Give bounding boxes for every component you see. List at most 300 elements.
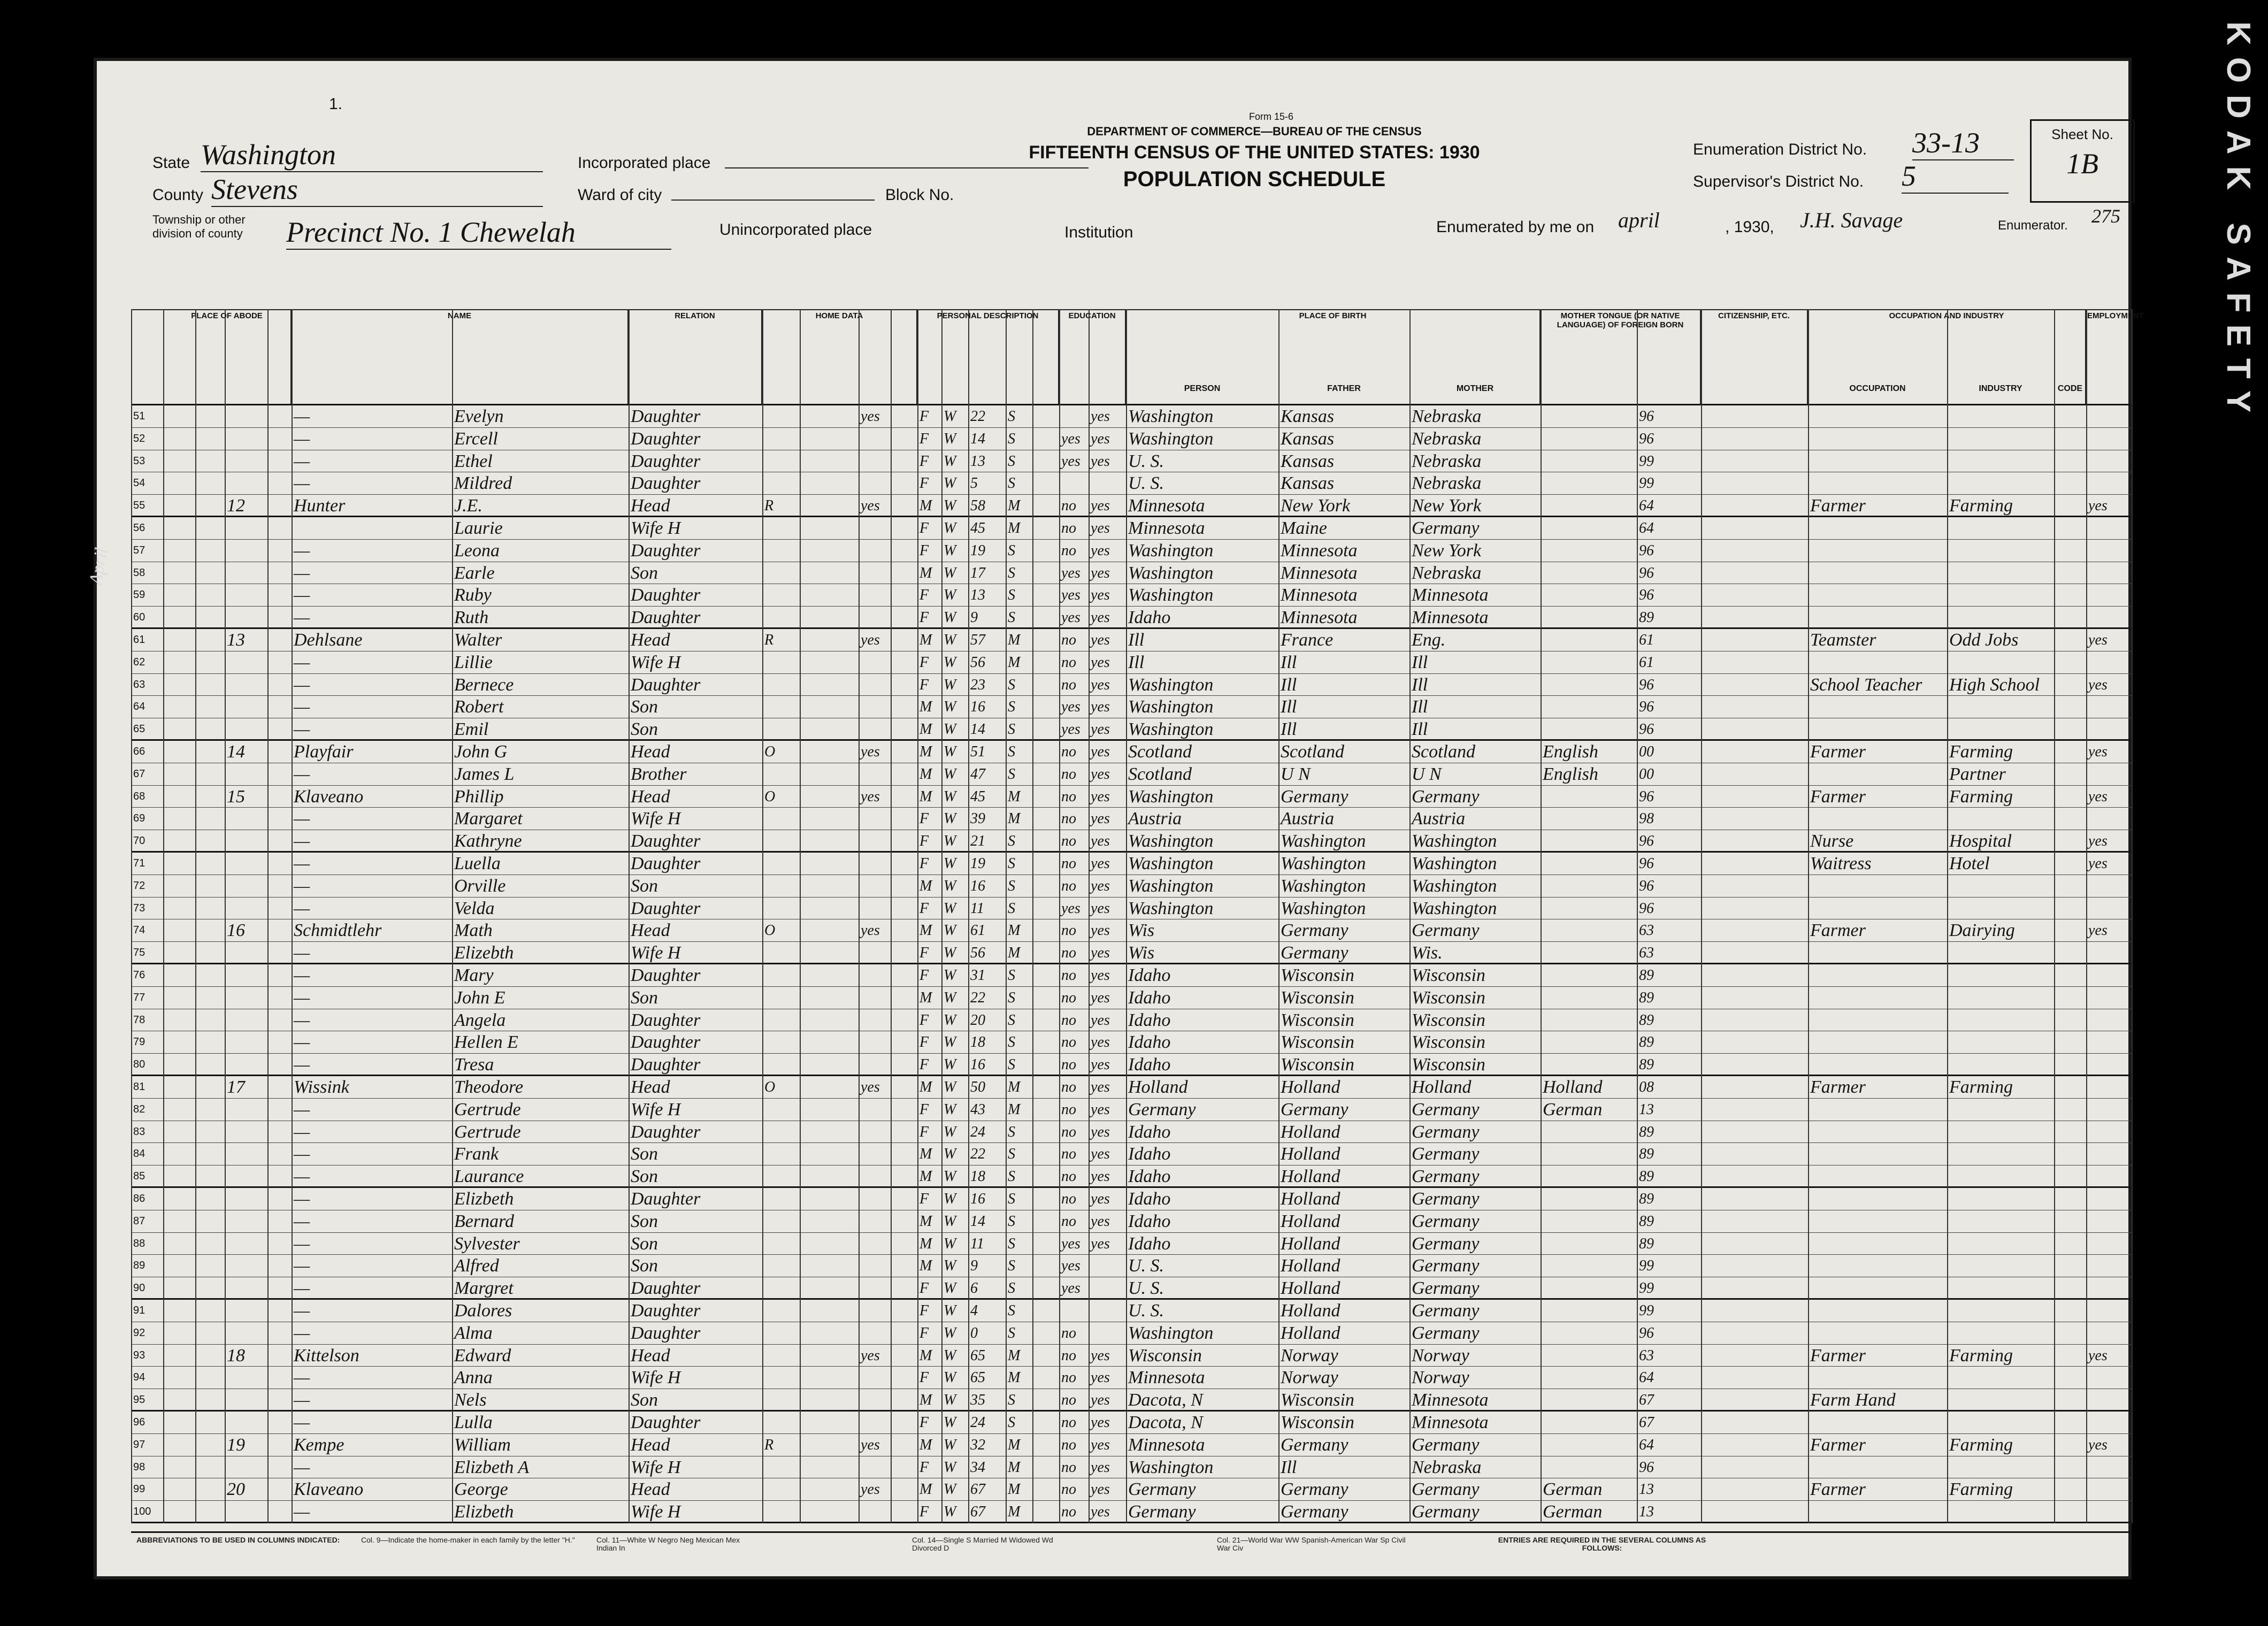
cell-marital: S xyxy=(1008,1146,1015,1163)
cell-sex: F xyxy=(920,810,929,827)
column-subheader: CODE xyxy=(2057,384,2083,393)
cell-code: 89 xyxy=(1639,1123,1654,1140)
cell-pob: U. S. xyxy=(1128,1278,1164,1299)
cell-sex: M xyxy=(920,989,932,1006)
state-label: State xyxy=(152,154,190,172)
cell-read: yes xyxy=(1091,900,1110,917)
cell-line: 88 xyxy=(133,1237,145,1249)
cell-sex: F xyxy=(920,1369,929,1386)
cell-surname: Dehlsane xyxy=(294,630,363,650)
cell-father: Holland xyxy=(1281,1167,1340,1187)
cell-school: no xyxy=(1061,855,1076,872)
cell-line: 76 xyxy=(133,969,145,981)
cell-given: Emil xyxy=(454,719,489,740)
cell-marital: M xyxy=(1008,945,1021,962)
column-group-header: PLACE OF ABODE xyxy=(163,309,292,405)
cell-sex: F xyxy=(920,1504,929,1521)
cell-ind: Farming xyxy=(1949,742,2013,762)
cell-father: Scotland xyxy=(1281,742,1344,762)
cell-race: W xyxy=(944,632,956,648)
cell-mother: Germany xyxy=(1412,1256,1480,1276)
cell-surname: Schmidtlehr xyxy=(294,921,382,941)
column-divider xyxy=(1409,309,1411,1523)
table-row xyxy=(131,405,2132,428)
table-row xyxy=(131,1456,2132,1479)
cell-age: 20 xyxy=(970,1011,985,1029)
cell-age: 32 xyxy=(970,1436,985,1453)
cell-pob: Germany xyxy=(1128,1479,1196,1500)
cell-marital: S xyxy=(1008,967,1015,984)
cell-read: yes xyxy=(1091,967,1110,984)
cell-line: 83 xyxy=(133,1125,145,1138)
cell-surname: — xyxy=(294,1233,310,1254)
cell-marital: S xyxy=(1008,475,1015,492)
column-group-header: MOTHER TONGUE (OR NATIVE LANGUAGE) OF FOREIGN BORN xyxy=(1541,309,1701,405)
cell-read: yes xyxy=(1091,1123,1110,1140)
table-row xyxy=(131,607,2132,629)
cell-emp: yes xyxy=(2088,676,2108,693)
cell-given: Alfred xyxy=(454,1256,499,1276)
cell-ind: Partner xyxy=(1949,764,2006,784)
cell-father: Ill xyxy=(1281,674,1297,695)
column-group-header: EDUCATION xyxy=(1059,309,1126,405)
cell-marital: S xyxy=(1008,877,1015,894)
cell-relation: Wife H xyxy=(631,1099,681,1119)
cell-surname: — xyxy=(294,473,310,494)
cell-line: 64 xyxy=(133,701,145,713)
cell-given: Theodore xyxy=(454,1077,524,1097)
cell-race: W xyxy=(944,408,956,425)
cell-relation: Son xyxy=(631,697,658,717)
cell-mother: Germany xyxy=(1412,1502,1480,1522)
cell-code: 64 xyxy=(1639,1369,1654,1386)
block-label: Block No. xyxy=(885,186,954,204)
cell-surname: — xyxy=(294,652,310,672)
cell-mother: Washington xyxy=(1412,898,1497,918)
cell-code: 63 xyxy=(1639,945,1654,962)
cell-pob: Wis xyxy=(1128,943,1155,963)
cell-school: yes xyxy=(1061,564,1081,581)
cell-mother: Eng. xyxy=(1412,630,1446,650)
cell-mother: Wisconsin xyxy=(1412,1055,1485,1075)
cell-sex: F xyxy=(920,900,929,917)
cell-radio: yes xyxy=(861,1436,880,1453)
column-divider xyxy=(163,309,164,1523)
cell-given: Kathryne xyxy=(454,831,522,852)
cell-radio: yes xyxy=(861,743,880,760)
cell-surname: — xyxy=(294,809,310,829)
table-row xyxy=(131,964,2132,987)
enumerator-label: Enumerator. xyxy=(1998,218,2068,233)
column-divider xyxy=(859,309,860,1523)
cell-given: Anna xyxy=(454,1368,493,1388)
cell-given: Velda xyxy=(454,898,495,918)
cell-code: 99 xyxy=(1639,1302,1654,1319)
table-row xyxy=(131,853,2132,875)
cell-tongue: German xyxy=(1543,1479,1603,1500)
cell-given: Ethel xyxy=(454,451,493,471)
cell-read: yes xyxy=(1091,1213,1110,1230)
cell-race: W xyxy=(944,497,956,515)
cell-mother: Germany xyxy=(1412,1189,1480,1209)
cell-race: W xyxy=(944,654,956,671)
cell-surname: — xyxy=(294,1256,310,1276)
sheet-box xyxy=(2030,119,2135,203)
cell-read: yes xyxy=(1091,1481,1110,1498)
cell-read: yes xyxy=(1091,1011,1110,1029)
column-divider xyxy=(941,309,943,1523)
cell-code: 63 xyxy=(1639,1347,1654,1364)
cell-sex: F xyxy=(920,609,929,626)
cell-age: 9 xyxy=(970,1257,978,1275)
cell-pob: Idaho xyxy=(1128,1167,1171,1187)
cell-pob: U. S. xyxy=(1128,473,1164,494)
table-row xyxy=(131,942,2132,964)
cell-code: 96 xyxy=(1639,855,1654,872)
cell-mother: Scotland xyxy=(1412,742,1475,762)
cell-code: 96 xyxy=(1639,788,1654,805)
cell-relation: Daughter xyxy=(631,674,701,695)
cell-ind: Farming xyxy=(1949,1345,2013,1366)
cell-sex: F xyxy=(920,654,929,671)
cell-father: Ill xyxy=(1281,1457,1297,1477)
cell-read: yes xyxy=(1091,430,1110,447)
cell-surname: — xyxy=(294,1323,310,1343)
cell-pob: Washington xyxy=(1128,1323,1214,1343)
cell-surname: — xyxy=(294,406,310,426)
table-row xyxy=(131,1322,2132,1345)
cell-pob: Minnesota xyxy=(1128,496,1205,516)
cell-occ: School Teacher xyxy=(1810,674,1922,695)
cell-marital: S xyxy=(1008,1392,1015,1409)
column-divider xyxy=(1089,309,1090,1523)
cell-father: Holland xyxy=(1281,1233,1340,1254)
kodak-watermark: KODAK SAFETY xyxy=(2220,21,2257,425)
cell-pob: Washington xyxy=(1128,540,1214,561)
cell-mother: Germany xyxy=(1412,1278,1480,1299)
cell-read: yes xyxy=(1091,587,1110,604)
cell-age: 47 xyxy=(970,765,985,783)
cell-surname: Klaveano xyxy=(294,786,364,807)
column-subheader: MOTHER xyxy=(1456,384,1494,393)
cell-line: 70 xyxy=(133,835,145,847)
cell-marital: S xyxy=(1008,408,1015,425)
cell-age: 56 xyxy=(970,654,985,671)
cell-ind: Farming xyxy=(1949,1435,2013,1455)
cell-relation: Daughter xyxy=(631,428,701,449)
incorporated-line xyxy=(725,167,1089,168)
cell-mother: Washington xyxy=(1412,876,1497,896)
cell-marital: S xyxy=(1008,1011,1015,1029)
cell-school: no xyxy=(1061,654,1076,671)
cell-given: John G xyxy=(454,742,508,762)
cell-tongue: German xyxy=(1543,1502,1603,1522)
cell-sex: M xyxy=(920,1146,932,1163)
cell-race: W xyxy=(944,1257,956,1275)
cell-mother: Germany xyxy=(1412,1167,1480,1187)
cell-occ: Waitress xyxy=(1810,854,1872,873)
cell-race: W xyxy=(944,1011,956,1029)
cell-sex: M xyxy=(920,1235,932,1252)
cell-father: Kansas xyxy=(1281,406,1335,426)
cell-line: 91 xyxy=(133,1305,145,1316)
cell-race: W xyxy=(944,1280,956,1297)
cell-pob: Holland xyxy=(1128,1077,1188,1097)
cell-read: yes xyxy=(1091,788,1110,805)
cell-sex: M xyxy=(920,1481,932,1498)
cell-sex: M xyxy=(920,743,932,760)
cell-given: Frank xyxy=(454,1144,499,1164)
cell-read: yes xyxy=(1091,833,1110,850)
cell-mother: Nebraska xyxy=(1412,1457,1482,1477)
cell-age: 14 xyxy=(970,1213,985,1230)
cell-school: yes xyxy=(1061,699,1081,716)
cell-surname: Hunter xyxy=(294,496,346,516)
cell-emp: yes xyxy=(2088,1347,2108,1364)
table-row xyxy=(131,1300,2132,1322)
cell-code: 89 xyxy=(1639,1235,1654,1252)
cell-line: 96 xyxy=(133,1416,145,1428)
cell-father: Washington xyxy=(1281,831,1366,852)
cell-given: Laurance xyxy=(454,1167,524,1187)
cell-school: no xyxy=(1061,1459,1076,1476)
cell-age: 16 xyxy=(970,877,985,894)
cell-sex: M xyxy=(920,922,932,939)
table-row xyxy=(131,1434,2132,1456)
ward-line xyxy=(671,200,875,201)
cell-race: W xyxy=(944,1459,956,1476)
cell-marital: S xyxy=(1008,564,1015,581)
cell-emp: yes xyxy=(2088,497,2108,515)
cell-given: Laurie xyxy=(454,518,503,538)
column-divider xyxy=(267,309,269,1523)
cell-age: 16 xyxy=(970,1191,985,1207)
cell-mother: Germany xyxy=(1412,1323,1480,1343)
cell-father: Germany xyxy=(1281,943,1348,963)
cell-age: 61 xyxy=(970,922,985,939)
cell-father: Holland xyxy=(1281,1122,1340,1142)
cell-given: Nels xyxy=(454,1390,487,1410)
cell-marital: M xyxy=(1008,520,1021,536)
cell-emp: yes xyxy=(2088,855,2108,872)
cell-marital: M xyxy=(1008,632,1021,648)
cell-given: William xyxy=(454,1435,511,1455)
cell-sex: M xyxy=(920,699,932,716)
cell-tongue: German xyxy=(1543,1099,1603,1119)
margin-note: April xyxy=(86,546,112,587)
cell-race: W xyxy=(944,1302,956,1319)
cell-mother: Ill xyxy=(1412,652,1428,672)
cell-age: 14 xyxy=(970,721,985,738)
cell-marital: M xyxy=(1008,922,1021,939)
cell-race: W xyxy=(944,900,956,917)
cell-line: 89 xyxy=(133,1260,145,1272)
cell-mother: Wisconsin xyxy=(1412,987,1485,1008)
cell-read: yes xyxy=(1091,1347,1110,1364)
column-subheader: OCCUPATION xyxy=(1849,384,1906,393)
cell-school: no xyxy=(1061,1436,1076,1453)
cell-code: 89 xyxy=(1639,609,1654,626)
cell-code: 96 xyxy=(1639,1459,1654,1476)
cell-pob: Dacota, N xyxy=(1128,1390,1203,1410)
cell-relation: Daughter xyxy=(631,1413,701,1432)
cell-marital: S xyxy=(1008,1235,1015,1252)
cell-occ: Farmer xyxy=(1810,786,1866,807)
cell-father: Wisconsin xyxy=(1281,1055,1354,1075)
cell-sex: F xyxy=(920,676,929,693)
column-group-header: EMPLOYMENT xyxy=(2086,309,2132,405)
cell-pob: Washington xyxy=(1128,1457,1214,1477)
table-row xyxy=(131,1121,2132,1144)
cell-ind: Farming xyxy=(1949,786,2013,807)
cell-father: Minnesota xyxy=(1281,608,1358,628)
cell-ind: Hotel xyxy=(1949,854,1990,873)
cell-read: yes xyxy=(1091,1392,1110,1409)
cell-mother: New York xyxy=(1412,540,1482,561)
cell-given: John E xyxy=(454,987,505,1008)
cell-dwelling: 14 xyxy=(227,742,245,762)
cell-marital: S xyxy=(1008,900,1015,917)
cell-relation: Son xyxy=(631,1167,658,1187)
cell-mother: Germany xyxy=(1412,1479,1480,1500)
cell-sex: M xyxy=(920,721,932,738)
cell-marital: M xyxy=(1008,1101,1021,1118)
cell-line: 73 xyxy=(133,902,145,914)
cell-line: 79 xyxy=(133,1036,145,1048)
cell-school: no xyxy=(1061,1213,1076,1230)
cell-marital: S xyxy=(1008,452,1015,470)
cell-age: 6 xyxy=(970,1280,978,1297)
column-divider xyxy=(2054,309,2055,1523)
cell-read: yes xyxy=(1091,542,1110,559)
cell-line: 77 xyxy=(133,991,145,1003)
cell-school: no xyxy=(1061,1347,1076,1364)
column-subheader: FATHER xyxy=(1327,384,1361,393)
cell-read: yes xyxy=(1091,1034,1110,1051)
cell-code: 96 xyxy=(1639,542,1654,559)
cell-read: yes xyxy=(1091,1168,1110,1185)
cell-line: 100 xyxy=(133,1506,151,1518)
cell-line: 78 xyxy=(133,1014,145,1026)
cell-surname: — xyxy=(294,608,310,628)
column-group-header: NAME xyxy=(292,309,629,405)
cell-marital: S xyxy=(1008,1191,1015,1207)
cell-mother: Germany xyxy=(1412,1122,1480,1142)
cell-pob: Germany xyxy=(1128,1502,1196,1522)
cell-school: no xyxy=(1061,877,1076,894)
cell-school: no xyxy=(1061,989,1076,1006)
cell-school: no xyxy=(1061,1369,1076,1386)
cell-given: Elizebth xyxy=(454,943,514,963)
cell-age: 0 xyxy=(970,1324,978,1341)
cell-race: W xyxy=(944,1146,956,1163)
cell-given: George xyxy=(454,1479,508,1500)
cell-line: 51 xyxy=(133,410,145,422)
cell-race: W xyxy=(944,1235,956,1252)
table-row xyxy=(131,1210,2132,1233)
cell-pob: Wis xyxy=(1128,921,1155,941)
cell-race: W xyxy=(944,1481,956,1498)
cell-surname: — xyxy=(294,1413,310,1432)
cell-line: 59 xyxy=(133,589,145,601)
table-row xyxy=(131,1165,2132,1188)
cell-line: 84 xyxy=(133,1148,145,1160)
cell-pob: Ill xyxy=(1128,630,1145,650)
cell-school: yes xyxy=(1061,1280,1081,1297)
cell-father: Wisconsin xyxy=(1281,1390,1354,1410)
cell-line: 72 xyxy=(133,879,145,892)
cell-age: 51 xyxy=(970,743,985,760)
cell-race: W xyxy=(944,1101,956,1118)
cell-given: Evelyn xyxy=(454,406,504,426)
table-row xyxy=(131,1188,2132,1210)
cell-occ: Farmer xyxy=(1810,1479,1866,1500)
cell-surname: — xyxy=(294,719,310,740)
cell-mother: Norway xyxy=(1412,1368,1469,1388)
cell-pob: Minnesota xyxy=(1128,518,1205,538)
cell-emp: yes xyxy=(2088,743,2108,760)
cell-age: 34 xyxy=(970,1459,985,1476)
cell-marital: M xyxy=(1008,1079,1021,1095)
cell-given: Elizbeth xyxy=(454,1189,514,1209)
cell-surname: Kempe xyxy=(294,1435,344,1455)
cell-father: Holland xyxy=(1281,1256,1340,1276)
cell-race: W xyxy=(944,721,956,738)
cell-sex: F xyxy=(920,408,929,425)
cell-relation: Wife H xyxy=(631,1368,681,1388)
cell-school: yes xyxy=(1061,430,1081,447)
cell-age: 22 xyxy=(970,1146,985,1163)
column-group-header: OCCUPATION AND INDUSTRY xyxy=(1808,309,2086,405)
supervisor-value: 5 xyxy=(1902,159,2009,194)
cell-given: Luella xyxy=(454,854,501,873)
cell-father: Kansas xyxy=(1281,451,1335,471)
cell-given: Margret xyxy=(454,1278,514,1299)
cell-mother: Ill xyxy=(1412,697,1428,717)
cell-line: 63 xyxy=(133,678,145,691)
cell-pob: Idaho xyxy=(1128,1144,1171,1164)
cell-race: W xyxy=(944,788,956,805)
cell-code: 99 xyxy=(1639,475,1654,492)
cell-school: no xyxy=(1061,542,1076,559)
cell-marital: S xyxy=(1008,1034,1015,1051)
cell-surname: — xyxy=(294,428,310,449)
cell-given: Bernece xyxy=(454,674,514,695)
table-row xyxy=(131,495,2132,517)
cell-surname: — xyxy=(294,563,310,583)
cell-pob: Idaho xyxy=(1128,1122,1171,1142)
cell-read: yes xyxy=(1091,922,1110,939)
cell-dwelling: 13 xyxy=(227,630,245,650)
cell-school: no xyxy=(1061,810,1076,827)
cell-surname: — xyxy=(294,1368,310,1388)
cell-pob: Washington xyxy=(1128,786,1214,807)
cell-radio: yes xyxy=(861,632,880,648)
township-label: Township or other division of county xyxy=(152,213,246,240)
cell-pob: Washington xyxy=(1128,831,1214,852)
cell-pob: Wisconsin xyxy=(1128,1345,1202,1366)
cell-code: 89 xyxy=(1639,1011,1654,1029)
cell-relation: Wife H xyxy=(631,809,681,829)
cell-school: no xyxy=(1061,945,1076,962)
cell-race: W xyxy=(944,989,956,1006)
cell-relation: Son xyxy=(631,987,658,1008)
cell-age: 24 xyxy=(970,1123,985,1140)
cell-code: 96 xyxy=(1639,1324,1654,1341)
table-row xyxy=(131,987,2132,1009)
cell-line: 57 xyxy=(133,544,145,556)
column-divider xyxy=(452,309,453,1523)
